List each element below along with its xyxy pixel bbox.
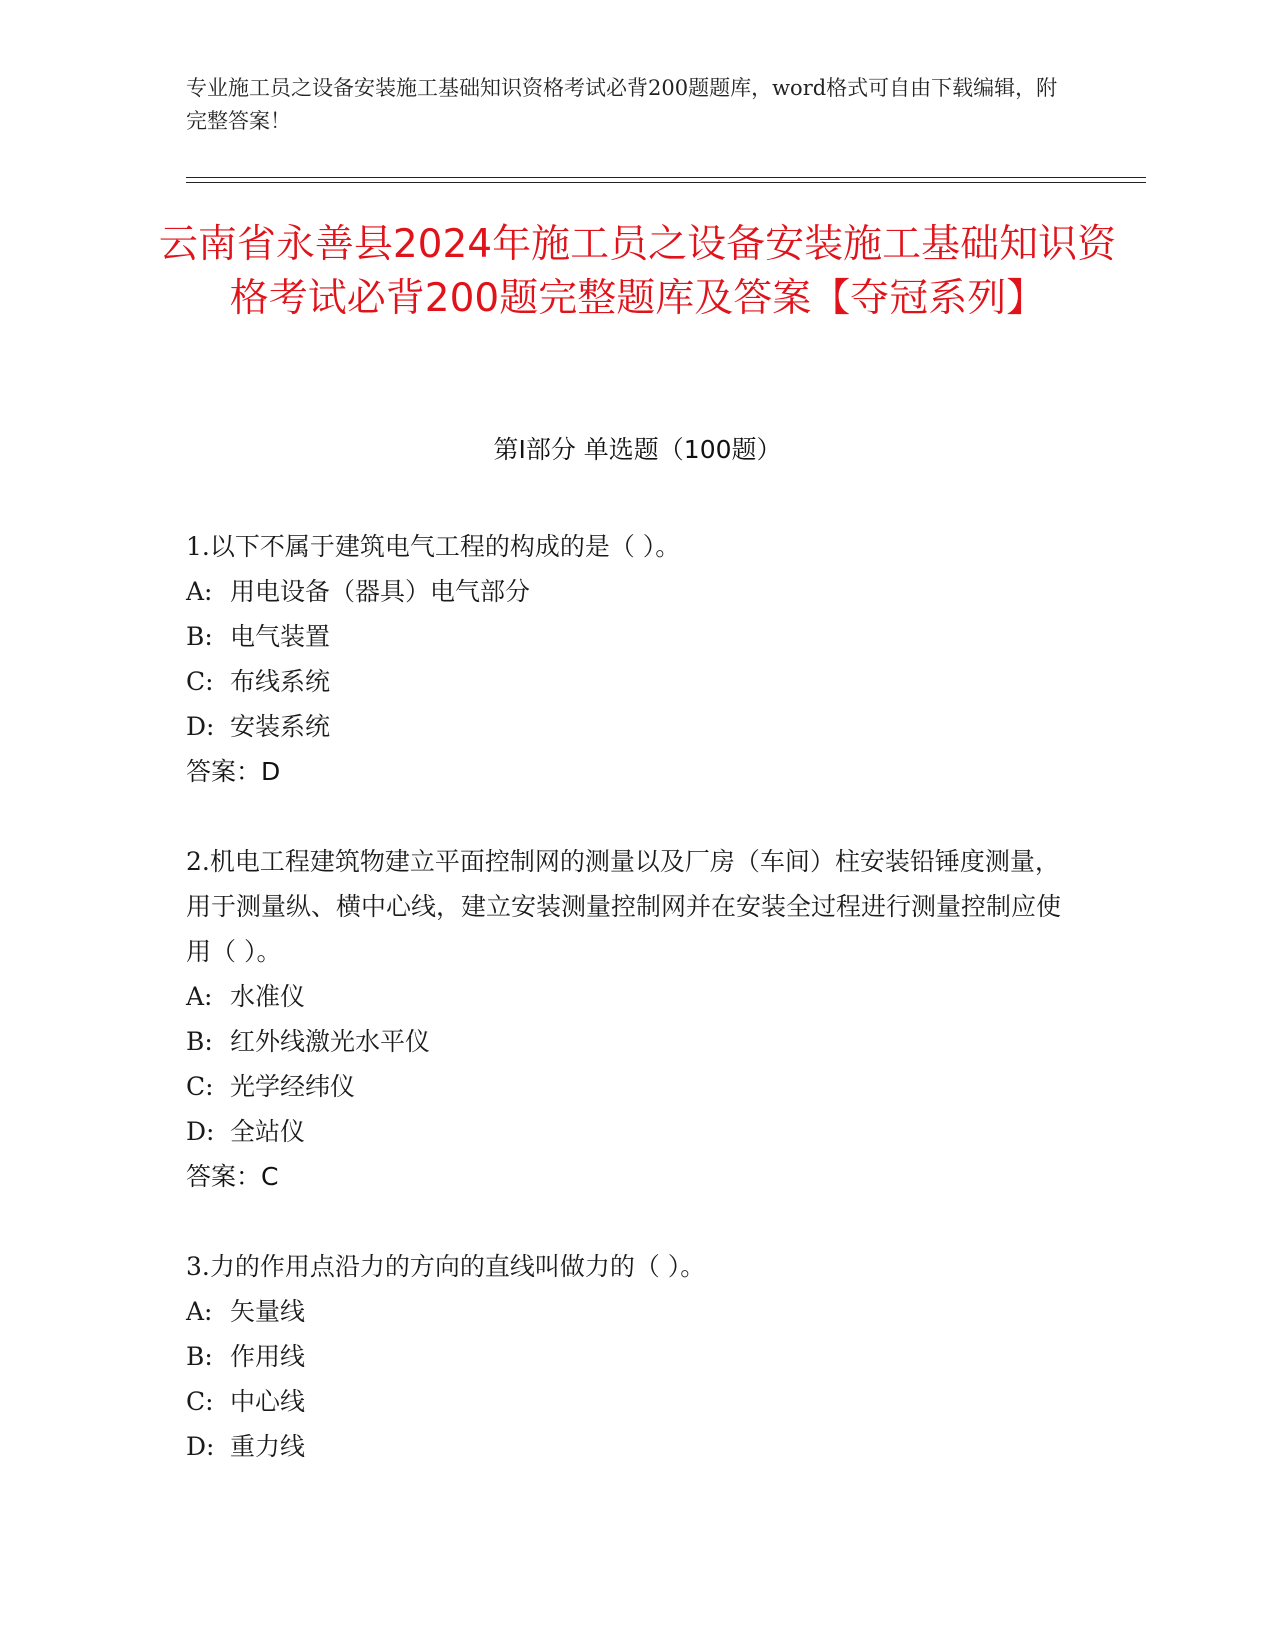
option-b <box>186 1019 1066 1064</box>
option-letter: B: <box>186 1342 213 1371</box>
option-b <box>186 614 1066 659</box>
option-letter: C: <box>186 1072 214 1101</box>
question-stem: 2.机电工程建筑物建立平面控制网的测量以及厂房（车间）柱安装铅锤度测量，用于测量纵、横中心线，建立安装测量控制网并在安装全过程进行测量控制应使用（ ）。 <box>186 847 1062 966</box>
option-letter: A: <box>186 1297 213 1326</box>
option-letter: B: <box>186 1027 213 1056</box>
option-text: 电气装置 <box>230 622 331 651</box>
answer-label: 答案： <box>186 1162 262 1191</box>
answer-line <box>186 1154 1066 1199</box>
answer-value: C <box>261 1162 279 1191</box>
option-a <box>186 974 1066 1019</box>
header-divider-bottom <box>186 182 1146 183</box>
option-d <box>186 1424 1066 1469</box>
header-note: 专业施工员之设备安装施工基础知识资格考试必背200题题库，word格式可自由下载编辑，附完整答案！ <box>186 76 1058 133</box>
option-text: 作用线 <box>230 1342 306 1371</box>
option-letter: A: <box>186 982 213 1011</box>
option-text: 中心线 <box>230 1387 306 1416</box>
option-text: 红外线激光水平仪 <box>230 1027 431 1056</box>
option-text: 光学经纬仪 <box>230 1072 356 1101</box>
option-text: 水准仪 <box>230 982 306 1011</box>
question-2 <box>186 839 1066 1199</box>
option-text: 重力线 <box>230 1432 306 1461</box>
option-text: 安装系统 <box>230 712 331 741</box>
option-d <box>186 704 1066 749</box>
option-text: 布线系统 <box>230 667 331 696</box>
answer-value: D <box>261 757 281 786</box>
option-letter: D: <box>186 1117 215 1146</box>
option-c <box>186 1064 1066 1109</box>
option-a <box>186 569 1066 614</box>
question-3 <box>186 1244 1066 1469</box>
option-text: 用电设备（器具）电气部分 <box>230 577 531 606</box>
option-c <box>186 659 1066 704</box>
option-letter: A: <box>186 577 213 606</box>
answer-label: 答案： <box>186 757 262 786</box>
answer-line <box>186 749 1066 794</box>
document-title: 云南省永善县2024年施工员之设备安装施工基础知识资格考试必背200题完整题库及答案【夺冠系列】 <box>158 222 1117 321</box>
option-d <box>186 1109 1066 1154</box>
option-letter: D: <box>186 1432 215 1461</box>
option-a <box>186 1289 1066 1334</box>
option-letter: C: <box>186 667 214 696</box>
question-1 <box>186 524 1066 794</box>
option-letter: C: <box>186 1387 214 1416</box>
question-list <box>186 524 1066 1514</box>
option-letter: D: <box>186 712 215 741</box>
option-text: 全站仪 <box>230 1117 306 1146</box>
question-stem: 3.力的作用点沿力的方向的直线叫做力的（ ）。 <box>186 1252 706 1281</box>
option-c <box>186 1379 1066 1424</box>
option-text: 矢量线 <box>230 1297 306 1326</box>
option-b <box>186 1334 1066 1379</box>
header-divider-top <box>186 177 1146 178</box>
section-title: 第I部分 单选题（100题） <box>493 435 782 464</box>
option-letter: B: <box>186 622 213 651</box>
question-stem: 1.以下不属于建筑电气工程的构成的是（ ）。 <box>186 532 681 561</box>
